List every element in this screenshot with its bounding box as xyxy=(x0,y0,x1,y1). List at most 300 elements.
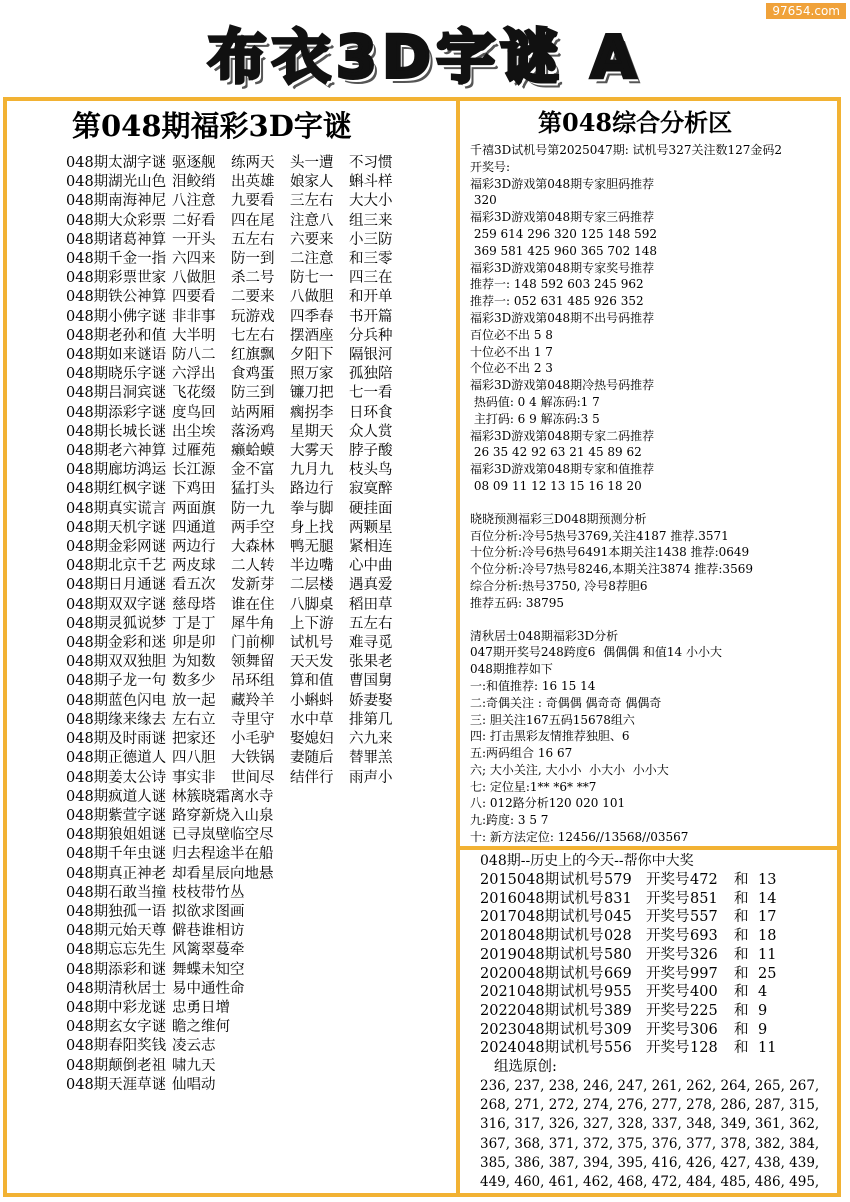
analysis-line: 三: 胆关注167五码15678组六 xyxy=(470,712,635,727)
riddle-clue: 四八胆 xyxy=(172,750,216,767)
riddle-clue: 八脚桌 xyxy=(290,596,334,613)
analysis-line: 048期推荐如下 xyxy=(470,662,553,677)
riddle-clue: 落汤鸡 xyxy=(231,423,275,440)
combo-numbers: 236, 237, 238, 246, 247, 261, 262, 264, 265, 267, 268, 271, 272, 274, 276, 277, 278, 286, 287, 315, 316, 317, 326, 327, 328, 337, 348, 349, 361, 362, 367, 368, 371, 372, 375, 376, 377, 378, 382, 384, 385, 386, 387, 394, 395, 416, 426, 427, 438, 439, 449, 460, 461, 462, 468, 472, 484, 485, 486, 495, xyxy=(480,1078,820,1191)
riddle-source: 048期紫萱字谜 xyxy=(66,807,167,824)
riddle-row xyxy=(14,826,454,845)
riddle-row xyxy=(14,941,454,960)
riddle-row xyxy=(14,711,454,730)
riddle-row xyxy=(14,884,454,903)
try-number: 579 xyxy=(604,872,632,888)
riddle-clue: 站两厢 xyxy=(231,404,275,421)
riddle-clue: 两颗星 xyxy=(349,519,393,536)
riddle-clue: 二人转 xyxy=(231,558,275,575)
riddle-source: 048期天机字谜 xyxy=(66,519,167,536)
history-period: 2016048期 xyxy=(480,890,560,907)
riddle-source: 048期廊坊鸿运 xyxy=(66,462,167,479)
analysis-line: 六; 大小关注, 大小小 小大小 小小大 xyxy=(470,762,669,777)
analysis-line: 开奖号: xyxy=(470,159,511,174)
riddle-source: 048期太湖字谜 xyxy=(66,155,167,171)
riddle-source: 048期春阳奖钱 xyxy=(66,1038,167,1055)
riddle-verse: 风篱翠蔓牵 xyxy=(172,942,245,959)
riddle-verse: 归去程途半在船 xyxy=(172,846,274,863)
riddle-list xyxy=(14,154,454,1095)
analysis-line: 十位分析:冷号6热号6491本期关注1438 推荐:0649 xyxy=(470,545,750,560)
history-period: 2020048期 xyxy=(480,965,560,982)
analysis-line: 一:和值推荐: 16 15 14 xyxy=(470,678,596,693)
riddle-row xyxy=(14,788,454,807)
riddle-source: 048期如来谜语 xyxy=(66,347,167,364)
analysis-line: 26 35 42 92 63 21 45 89 62 xyxy=(470,445,642,460)
riddle-source: 048期姜太公诗 xyxy=(66,769,167,786)
history-period: 2021048期 xyxy=(480,984,560,1001)
analysis-line: 福彩3D游戏第048期专家二码推荐 xyxy=(470,428,655,443)
riddle-clue: 张果老 xyxy=(349,654,393,671)
riddle-clue: 众人赏 xyxy=(349,423,393,440)
history-period: 2017048期 xyxy=(480,909,560,926)
expert-recommendations xyxy=(470,142,838,495)
draw-label: 开奖号 xyxy=(646,1021,690,1038)
riddle-clue: 小三防 xyxy=(349,231,393,248)
riddle-source: 048期金彩网谜 xyxy=(66,539,167,556)
riddle-row xyxy=(14,1076,454,1095)
analysis-line: 四: 打击黑彩友情推荐独胆、6 xyxy=(470,729,630,744)
riddle-row xyxy=(14,461,454,480)
sum-value: 25 xyxy=(758,965,777,982)
riddle-clue: 门前柳 xyxy=(231,635,275,652)
riddle-clue: 注意八 xyxy=(290,212,334,229)
riddle-clue: 慈母塔 xyxy=(172,596,216,613)
riddle-source: 048期北京千艺 xyxy=(66,558,167,575)
history-section xyxy=(470,852,838,1192)
sum-label: 和 xyxy=(734,890,749,907)
riddle-clue: 出英雄 xyxy=(231,174,275,191)
riddle-clue: 世间尽 xyxy=(231,769,275,786)
riddle-clue: 大雾天 xyxy=(290,443,334,460)
riddle-clue: 书开篇 xyxy=(349,308,393,325)
riddle-clue: 不习惯 xyxy=(349,155,393,171)
try-label: 试机号 xyxy=(560,890,604,907)
analysis-column xyxy=(470,104,838,846)
riddle-clue: 大铁锅 xyxy=(231,750,275,767)
riddle-clue: 夕阳下 xyxy=(290,347,334,364)
riddle-source: 048期老孙和值 xyxy=(66,327,167,344)
riddle-clue: 食鸡蛋 xyxy=(231,366,275,383)
riddle-source: 048期缘来缘去 xyxy=(66,711,167,728)
riddle-clue: 丁是丁 xyxy=(172,615,216,632)
riddle-clue: 小毛驴 xyxy=(231,731,275,748)
analysis-line: 八: 012路分析120 020 101 xyxy=(470,796,626,811)
history-period: 2019048期 xyxy=(480,946,560,963)
riddle-clue: 蝌斗样 xyxy=(349,174,393,191)
riddle-row xyxy=(14,384,454,403)
riddle-source: 048期灵狐说梦 xyxy=(66,615,167,632)
riddle-row xyxy=(14,730,454,749)
riddle-verse: 舞蝶未知空 xyxy=(172,961,245,978)
riddle-clue: 看五次 xyxy=(172,577,216,594)
riddle-row xyxy=(14,769,454,788)
riddle-row xyxy=(14,557,454,576)
riddle-source: 048期真正神老 xyxy=(66,865,167,882)
riddle-clue: 身上找 xyxy=(290,519,334,536)
history-period: 2024048期 xyxy=(480,1040,560,1057)
riddle-clue: 数多少 xyxy=(172,673,216,690)
riddle-clue: 六九来 xyxy=(349,731,393,748)
riddle-clue: 六四来 xyxy=(172,251,216,268)
combo-title: 组选原创: xyxy=(494,1059,557,1076)
riddle-verse: 啸九天 xyxy=(172,1057,216,1074)
analysis-line: 十: 新方法定位: 12456//13568//03567 xyxy=(470,830,689,845)
riddle-row xyxy=(14,500,454,519)
riddle-clue: 杀二号 xyxy=(231,270,275,287)
riddle-clue: 寂寞醉 xyxy=(349,481,393,498)
history-period: 2023048期 xyxy=(480,1021,560,1038)
riddle-clue: 非非事 xyxy=(172,308,216,325)
history-row xyxy=(480,983,838,1002)
riddle-clue: 遇真爱 xyxy=(349,577,393,594)
riddle-source: 048期子龙一句 xyxy=(66,673,167,690)
analysis-line: 福彩3D游戏第048期专家和值推荐 xyxy=(470,462,655,477)
riddle-clue: 难寻觅 xyxy=(349,635,393,652)
riddle-clue: 出尘埃 xyxy=(172,423,216,440)
try-number: 309 xyxy=(604,1021,632,1038)
riddle-clue: 雨声小 xyxy=(349,769,393,786)
riddle-clue: 分兵种 xyxy=(349,327,393,344)
sum-label: 和 xyxy=(734,1002,749,1019)
analysis-line: 百位分析:冷号5热号3769,关注4187 推荐.3571 xyxy=(470,528,729,543)
analysis-line: 个位分析:冷号7热号8246,本期关注3874 推荐:3569 xyxy=(470,562,753,577)
riddle-clue: 玩游戏 xyxy=(231,308,275,325)
riddle-clue: 算和值 xyxy=(290,673,334,690)
riddle-verse: 路穿新烧入山泉 xyxy=(172,807,274,824)
riddle-clue: 隔银河 xyxy=(349,347,393,364)
riddle-row xyxy=(14,596,454,615)
riddle-clue: 把家还 xyxy=(172,731,216,748)
riddle-clue: 和开单 xyxy=(349,289,393,306)
riddle-row xyxy=(14,346,454,365)
try-number: 556 xyxy=(604,1040,632,1057)
riddle-clue: 七一看 xyxy=(349,385,393,402)
riddle-row xyxy=(14,1057,454,1076)
riddle-row xyxy=(14,807,454,826)
riddle-clue: 六浮出 xyxy=(172,366,216,383)
history-table xyxy=(470,871,838,1058)
riddle-clue: 四三在 xyxy=(349,270,393,287)
try-label: 试机号 xyxy=(560,1002,604,1019)
riddle-row xyxy=(14,365,454,384)
riddle-row xyxy=(14,154,454,173)
analysis-line: 福彩3D游戏第048期专家奖号推荐 xyxy=(470,260,655,275)
riddle-row xyxy=(14,999,454,1018)
riddle-clue: 枝头鸟 xyxy=(349,462,393,479)
try-label: 试机号 xyxy=(560,984,604,1001)
riddle-clue: 两皮球 xyxy=(172,558,216,575)
analysis-line: 047期开奖号248跨度6 偶偶偶 和值14 小小大 xyxy=(470,645,722,660)
analysis-line: 259 614 296 320 125 148 592 xyxy=(470,226,658,241)
riddle-source: 048期疯道人谜 xyxy=(66,788,167,805)
riddle-source: 048期小佛字谜 xyxy=(66,308,167,325)
history-row xyxy=(480,908,838,927)
sum-label: 和 xyxy=(734,1040,749,1057)
riddle-source: 048期中彩龙谜 xyxy=(66,999,167,1016)
riddle-verse: 却看星辰向地悬 xyxy=(172,865,274,882)
riddle-clue: 上下游 xyxy=(290,615,334,632)
riddle-clue: 排第几 xyxy=(349,711,393,728)
try-label: 试机号 xyxy=(560,965,604,982)
try-label: 试机号 xyxy=(560,946,604,963)
history-row xyxy=(480,1039,838,1058)
riddle-clue: 卯是卯 xyxy=(172,635,216,652)
riddle-clue: 四通道 xyxy=(172,519,216,536)
riddle-clue: 吊环组 xyxy=(231,673,275,690)
analysis-line: 个位必不出 2 3 xyxy=(470,361,553,376)
riddle-source: 048期颠倒老祖 xyxy=(66,1057,167,1074)
riddle-row xyxy=(14,653,454,672)
riddle-row xyxy=(14,692,454,711)
riddle-clue: 硬挂面 xyxy=(349,500,393,517)
riddle-clue: 头一遭 xyxy=(290,155,334,171)
history-row xyxy=(480,946,838,965)
draw-label: 开奖号 xyxy=(646,872,690,888)
riddle-row xyxy=(14,212,454,231)
riddle-row xyxy=(14,980,454,999)
riddle-source: 048期晓乐字谜 xyxy=(66,366,167,383)
riddle-source: 048期铁公神算 xyxy=(66,289,167,306)
sum-label: 和 xyxy=(734,1021,749,1038)
riddle-clue: 藏羚羊 xyxy=(231,692,275,709)
analysis-line: 九:跨度: 3 5 7 xyxy=(470,813,549,828)
riddle-source: 048期诸葛神算 xyxy=(66,231,167,248)
riddle-source: 048期独孤一语 xyxy=(66,903,167,920)
riddle-row xyxy=(14,442,454,461)
riddle-row xyxy=(14,961,454,980)
draw-label: 开奖号 xyxy=(646,984,690,1001)
sum-value: 9 xyxy=(758,1002,768,1019)
riddle-clue: 娇妻娶 xyxy=(349,692,393,709)
riddle-verse: 拟欲求图画 xyxy=(172,903,245,920)
site-watermark: 97654.com xyxy=(766,3,846,19)
riddle-row xyxy=(14,288,454,307)
sum-value: 9 xyxy=(758,1021,768,1038)
riddle-source: 048期彩票世家 xyxy=(66,270,167,287)
riddle-clue: 发新芽 xyxy=(231,577,275,594)
riddle-clue: 路边行 xyxy=(290,481,334,498)
analysis-line: 08 09 11 12 13 15 16 18 20 xyxy=(470,478,642,493)
sum-label: 和 xyxy=(734,965,749,982)
riddle-clue: 防八二 xyxy=(172,347,216,364)
riddle-clue: 防一九 xyxy=(231,500,275,517)
draw-label: 开奖号 xyxy=(646,946,690,963)
history-row xyxy=(480,927,838,946)
riddle-row xyxy=(14,1037,454,1056)
riddle-verse: 忠勇日增 xyxy=(172,999,230,1016)
riddle-clue: 驱逐舰 xyxy=(172,155,216,171)
try-number: 669 xyxy=(604,965,632,982)
riddle-verse: 凌云志 xyxy=(172,1038,216,1055)
riddle-row xyxy=(14,269,454,288)
riddle-row xyxy=(14,192,454,211)
riddle-clue: 过雁苑 xyxy=(172,443,216,460)
riddle-clue: 五左右 xyxy=(231,231,275,248)
riddle-row xyxy=(14,308,454,327)
riddle-clue: 大森林 xyxy=(231,539,275,556)
analysis-line: 二:奇偶关注 : 奇偶偶 偶奇奇 偶偶奇 xyxy=(470,695,662,710)
riddle-verse: 僻巷谁相访 xyxy=(172,923,245,940)
try-number: 580 xyxy=(604,946,632,963)
riddle-clue: 结伴行 xyxy=(290,769,334,786)
riddle-clue: 泪鲛绡 xyxy=(172,174,216,191)
analysis-line: 主打码: 6 9 解冻码:3 5 xyxy=(470,411,600,426)
riddle-clue: 长江源 xyxy=(172,462,216,479)
riddle-clue: 三左右 xyxy=(290,193,334,210)
riddle-clue: 娘家人 xyxy=(290,174,334,191)
try-label: 试机号 xyxy=(560,928,604,945)
riddle-source: 048期蓝色闪电 xyxy=(66,692,167,709)
analysis-line: 清秋居士048期福彩3D分析 xyxy=(470,628,619,643)
banner-title: 布衣3D字谜 A xyxy=(208,23,642,91)
sum-label: 和 xyxy=(734,946,749,963)
riddle-clue: 五左右 xyxy=(349,615,393,632)
history-period: 2018048期 xyxy=(480,928,560,945)
riddle-clue: 寺里守 xyxy=(231,711,275,728)
draw-number: 225 xyxy=(690,1002,718,1019)
riddle-source: 048期及时雨谜 xyxy=(66,731,167,748)
sum-value: 13 xyxy=(758,872,777,888)
riddle-clue: 九月九 xyxy=(290,462,334,479)
riddle-source: 048期老六神算 xyxy=(66,443,167,460)
riddle-clue: 八注意 xyxy=(172,193,216,210)
riddle-row xyxy=(14,903,454,922)
draw-label: 开奖号 xyxy=(646,1002,690,1019)
analysis-line: 推荐一: 148 592 603 245 962 xyxy=(470,277,644,292)
riddle-clue: 摆酒座 xyxy=(290,327,334,344)
draw-number: 306 xyxy=(690,1021,718,1038)
history-row xyxy=(480,1021,838,1040)
xiaoxiao-analysis xyxy=(470,511,838,612)
riddle-clue: 和三零 xyxy=(349,251,393,268)
sum-value: 11 xyxy=(758,1040,777,1057)
riddle-row xyxy=(14,749,454,768)
analysis-line: 综合分析:热号3750, 冷号8荐胆6 xyxy=(470,578,648,593)
history-row xyxy=(480,871,838,890)
riddle-source: 048期天涯草谜 xyxy=(66,1076,167,1093)
riddle-verse: 仙唱动 xyxy=(172,1076,216,1093)
try-label: 试机号 xyxy=(560,1040,604,1057)
analysis-line: 十位必不出 1 7 xyxy=(470,344,553,359)
riddle-verse: 已寻岚壁临空尽 xyxy=(172,827,274,844)
riddle-clue: 两面旗 xyxy=(172,500,216,517)
analysis-line: 晓晓预测福彩三D048期预测分析 xyxy=(470,511,647,526)
qingqiu-analysis xyxy=(470,628,838,846)
riddle-verse: 枝枝带竹丛 xyxy=(172,884,245,901)
draw-number: 997 xyxy=(690,965,718,982)
riddle-title: 第048期福彩3D字谜 xyxy=(72,109,352,143)
riddle-source: 048期千金一指 xyxy=(66,251,167,268)
riddle-clue: 心中曲 xyxy=(349,558,393,575)
sum-label: 和 xyxy=(734,928,749,945)
riddle-row xyxy=(14,480,454,499)
analysis-line: 七: 定位星:1** *6* **7 xyxy=(470,779,597,794)
analysis-line: 福彩3D游戏第048期不出号码推荐 xyxy=(470,310,655,325)
history-row xyxy=(480,890,838,909)
riddle-clue: 试机号 xyxy=(290,635,334,652)
riddle-clue: 四季春 xyxy=(290,308,334,325)
riddle-clue: 谁在住 xyxy=(231,596,275,613)
riddle-clue: 练两天 xyxy=(231,155,275,171)
riddle-clue: 左右立 xyxy=(172,711,216,728)
riddle-clue: 七左右 xyxy=(231,327,275,344)
riddle-row xyxy=(14,922,454,941)
draw-number: 557 xyxy=(690,909,718,926)
riddle-row xyxy=(14,173,454,192)
draw-number: 326 xyxy=(690,946,718,963)
sum-value: 14 xyxy=(758,890,777,907)
draw-number: 472 xyxy=(690,872,718,888)
sum-value: 11 xyxy=(758,946,777,963)
riddle-clue: 紧相连 xyxy=(349,539,393,556)
analysis-line: 369 581 425 960 365 702 148 xyxy=(470,243,658,258)
riddle-clue: 照万家 xyxy=(290,366,334,383)
try-number: 045 xyxy=(604,909,632,926)
draw-label: 开奖号 xyxy=(646,928,690,945)
riddle-source: 048期长城长谜 xyxy=(66,423,167,440)
riddle-clue: 大大小 xyxy=(349,193,393,210)
riddle-source: 048期红枫字谜 xyxy=(66,481,167,498)
riddle-row xyxy=(14,634,454,653)
riddle-clue: 组三来 xyxy=(349,212,393,229)
riddle-clue: 瘸拐李 xyxy=(290,404,334,421)
sum-label: 和 xyxy=(734,909,749,926)
riddle-clue: 六要来 xyxy=(290,231,334,248)
riddle-clue: 两边行 xyxy=(172,539,216,556)
try-label: 试机号 xyxy=(560,872,604,888)
riddle-clue: 大半明 xyxy=(172,327,216,344)
riddle-clue: 小蝌蚪 xyxy=(290,692,334,709)
draw-number: 400 xyxy=(690,984,718,1001)
draw-label: 开奖号 xyxy=(646,890,690,907)
analysis-line: 320 xyxy=(470,193,497,208)
riddle-verse: 瞻之维何 xyxy=(172,1019,230,1036)
column-divider xyxy=(456,97,460,1197)
try-number: 389 xyxy=(604,1002,632,1019)
riddle-clue: 曹国舅 xyxy=(349,673,393,690)
riddle-clue: 下鸡田 xyxy=(172,481,216,498)
riddle-row xyxy=(14,865,454,884)
riddle-row xyxy=(14,423,454,442)
riddle-clue: 二好看 xyxy=(172,212,216,229)
riddle-clue: 度鸟回 xyxy=(172,404,216,421)
riddle-source: 048期南海神尼 xyxy=(66,193,167,210)
riddle-clue: 替罪羔 xyxy=(349,750,393,767)
riddle-source: 048期添彩和谜 xyxy=(66,961,167,978)
riddle-clue: 防七一 xyxy=(290,270,334,287)
riddle-source: 048期千年虫谜 xyxy=(66,846,167,863)
riddle-source: 048期清秋居士 xyxy=(66,980,167,997)
banner xyxy=(0,6,850,96)
draw-label: 开奖号 xyxy=(646,965,690,982)
riddle-source: 048期吕洞宾谜 xyxy=(66,385,167,402)
riddle-source: 048期正德道人 xyxy=(66,750,167,767)
riddle-clue: 事实非 xyxy=(172,769,216,786)
riddle-source: 048期金彩和迷 xyxy=(66,635,167,652)
history-row xyxy=(480,965,838,984)
riddle-clue: 癞蛤蟆 xyxy=(231,443,275,460)
riddle-source: 048期玄女字谜 xyxy=(66,1019,167,1036)
riddle-clue: 八做胆 xyxy=(172,270,216,287)
draw-label: 开奖号 xyxy=(646,909,690,926)
riddle-source: 048期湖光山色 xyxy=(66,174,167,191)
riddle-clue: 飞花缀 xyxy=(172,385,216,402)
